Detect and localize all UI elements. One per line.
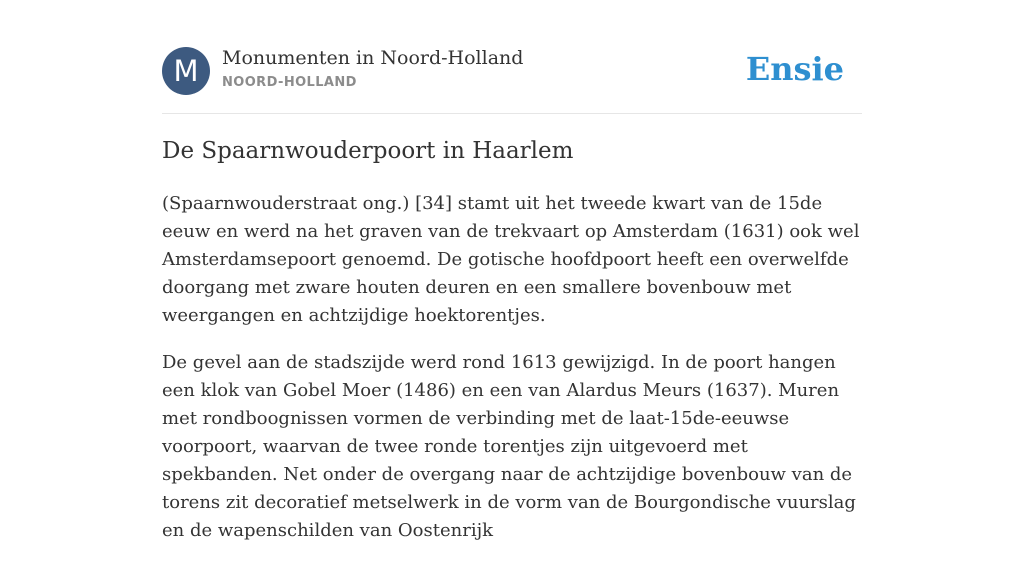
- article-paragraph: De gevel aan de stadszijde werd rond 1613 gewijzigd. In de poort hangen een klok van Gobel Moer (1486) en een van Alardus Meurs (1637). Muren met rondboognissen vormen de verbinding met de laat-15de-eeuwse voorpoort, waarvan de twee ronde torentjes zijn uitgevoerd met spekbanden. Net onder de overgang naar de achtzijdige bovenbouw van de torens zit decoratief metselwerk in de vorm van de Bourgondische vuurslag en de wapenschilden van Oostenrijk: [162, 352, 856, 541]
- header: [162, 47, 862, 97]
- article-content: [162, 190, 862, 564]
- divider: [162, 113, 862, 114]
- ensie-logo[interactable]: Ensie: [745, 50, 844, 88]
- book-title[interactable]: Monumenten in Noord-Holland: [222, 47, 524, 69]
- book-subtitle[interactable]: NOORD-HOLLAND: [222, 75, 357, 90]
- article-title: De Spaarnwouderpoort in Haarlem: [162, 138, 574, 164]
- avatar[interactable]: M: [162, 47, 210, 95]
- article-paragraph: (Spaarnwouderstraat ong.) [34] stamt uit het tweede kwart van de 15de eeuw en werd na het graven van de trekvaart op Amsterdam (1631) ook wel Amsterdamsepoort genoemd. De gotische hoofdpoort heeft een overwelfde doorgang met zware houten deuren en een smallere bovenbouw met weergangen en achtzijdige hoektorentjes.: [162, 193, 860, 326]
